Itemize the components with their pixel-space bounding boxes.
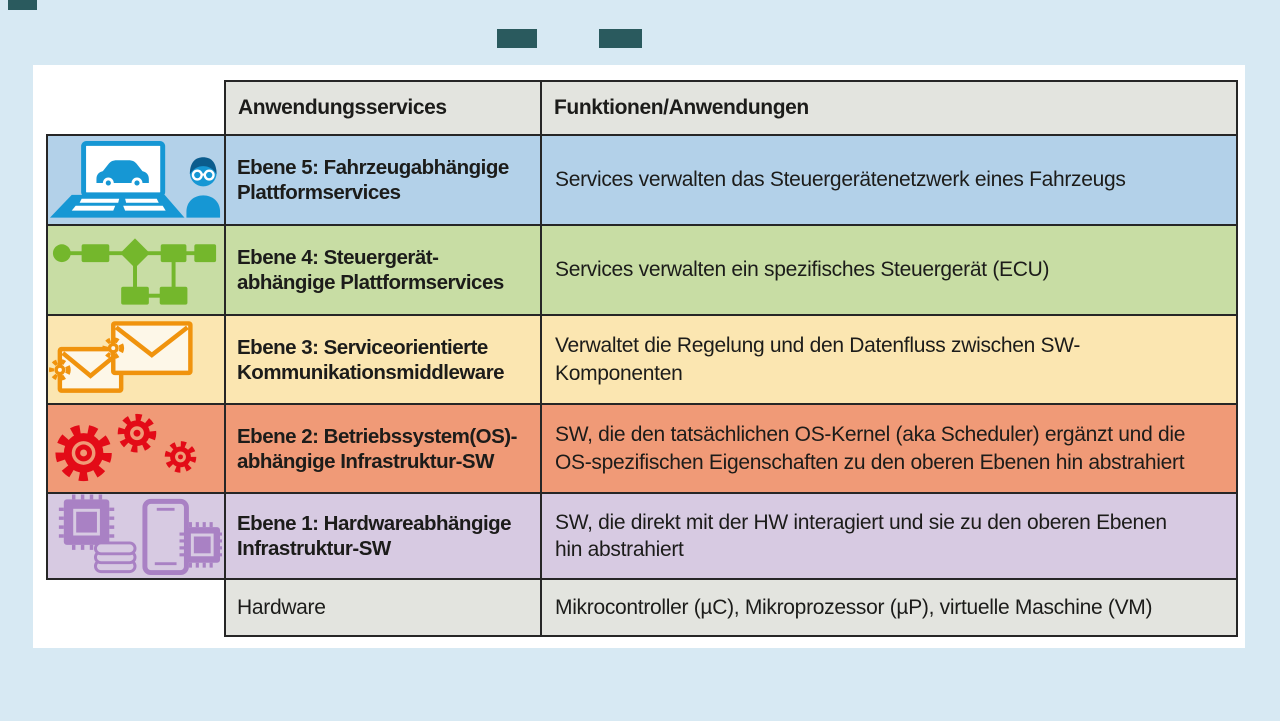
row-ebene4-icon-cell	[46, 224, 226, 316]
row-ebene3-label-cell	[224, 314, 542, 405]
row-ebene3-label: Ebene 3: Serviceorientierte Kommunikationsmiddleware	[237, 335, 505, 384]
envelope-front	[105, 323, 191, 372]
cropped-artifact-1	[8, 0, 37, 10]
row-ebene5-function: Services verwalten das Steuergerätenetzwerk eines Fahrzeugs	[555, 168, 1126, 192]
cropped-artifact-2	[497, 29, 537, 48]
header-cell-anwendungsservices	[224, 80, 542, 136]
row-ebene1-function: SW, die direkt mit der HW interagiert und sie zu den oberen Ebenen hin abstrahiert	[555, 510, 1167, 561]
row-ebene4-label-cell	[224, 224, 542, 316]
row-ebene5-icon-cell	[46, 134, 226, 226]
row-ebene4-function-cell	[540, 224, 1238, 316]
row-ebene2-label: Ebene 2: Betriebssystem(OS)-abhängige Infrastruktur-SW	[237, 424, 517, 473]
row-ebene2-label-cell	[224, 403, 542, 494]
row-hardware-label: Hardware	[237, 595, 326, 619]
gear-medium	[121, 417, 153, 449]
smartphone	[145, 501, 187, 572]
header-label-services: Anwendungsservices	[238, 96, 447, 119]
gear-large	[60, 429, 107, 476]
gears-icon	[48, 406, 224, 492]
row-hardware-function-cell	[540, 578, 1238, 637]
flowchart-icon	[48, 227, 224, 313]
row-ebene2-function: SW, die den tatsächlichen OS-Kernel (aka Scheduler) ergänzt und die OS-spezifischen Eigenschaften zu den oberen Ebenen hin abstrahiert	[555, 423, 1186, 474]
envelopes-with-gears-icon	[48, 317, 224, 403]
cropped-artifact-3	[599, 29, 642, 48]
row-ebene2-icon-cell	[46, 403, 226, 494]
row-ebene5-label-cell	[224, 134, 542, 226]
row-ebene4-label: Ebene 4: Steuergerät-abhängige Plattformservices	[237, 246, 504, 294]
person	[186, 157, 220, 217]
laptop-with-car-and-person-icon	[48, 137, 224, 223]
row-ebene1-label-cell	[224, 492, 542, 580]
chips-and-devices-icon	[48, 493, 224, 579]
row-hardware-function: Mikrocontroller (µC), Mikroprozessor (µP), virtuelle Maschine (VM)	[555, 595, 1153, 619]
row-ebene2-function-cell	[540, 403, 1238, 494]
row-ebene3-function-cell	[540, 314, 1238, 405]
row-ebene5-label: Ebene 5: Fahrzeugabhängige Plattformservices	[237, 156, 509, 204]
laptop-keyboard	[50, 195, 184, 218]
gear-small	[168, 444, 194, 470]
row-ebene5-function-cell	[540, 134, 1238, 226]
row-ebene1-function-cell	[540, 492, 1238, 580]
microchip-2	[180, 522, 223, 567]
row-ebene3-function: Verwaltet die Regelung und den Datenfluss zwischen SW-Komponenten	[555, 334, 1081, 385]
header-label-functions: Funktionen/Anwendungen	[554, 96, 809, 119]
header-cell-funktionen	[540, 80, 1238, 136]
row-hardware-label-cell	[224, 578, 542, 637]
disk-stack	[95, 543, 135, 572]
row-ebene1-label: Ebene 1: Hardwareabhängige Infrastruktur-SW	[237, 512, 512, 560]
row-ebene1-icon-cell	[46, 492, 226, 580]
row-ebene3-icon-cell	[46, 314, 226, 405]
row-ebene4-function: Services verwalten ein spezifisches Steuergerät (ECU)	[555, 258, 1050, 282]
envelope-back	[51, 349, 121, 391]
